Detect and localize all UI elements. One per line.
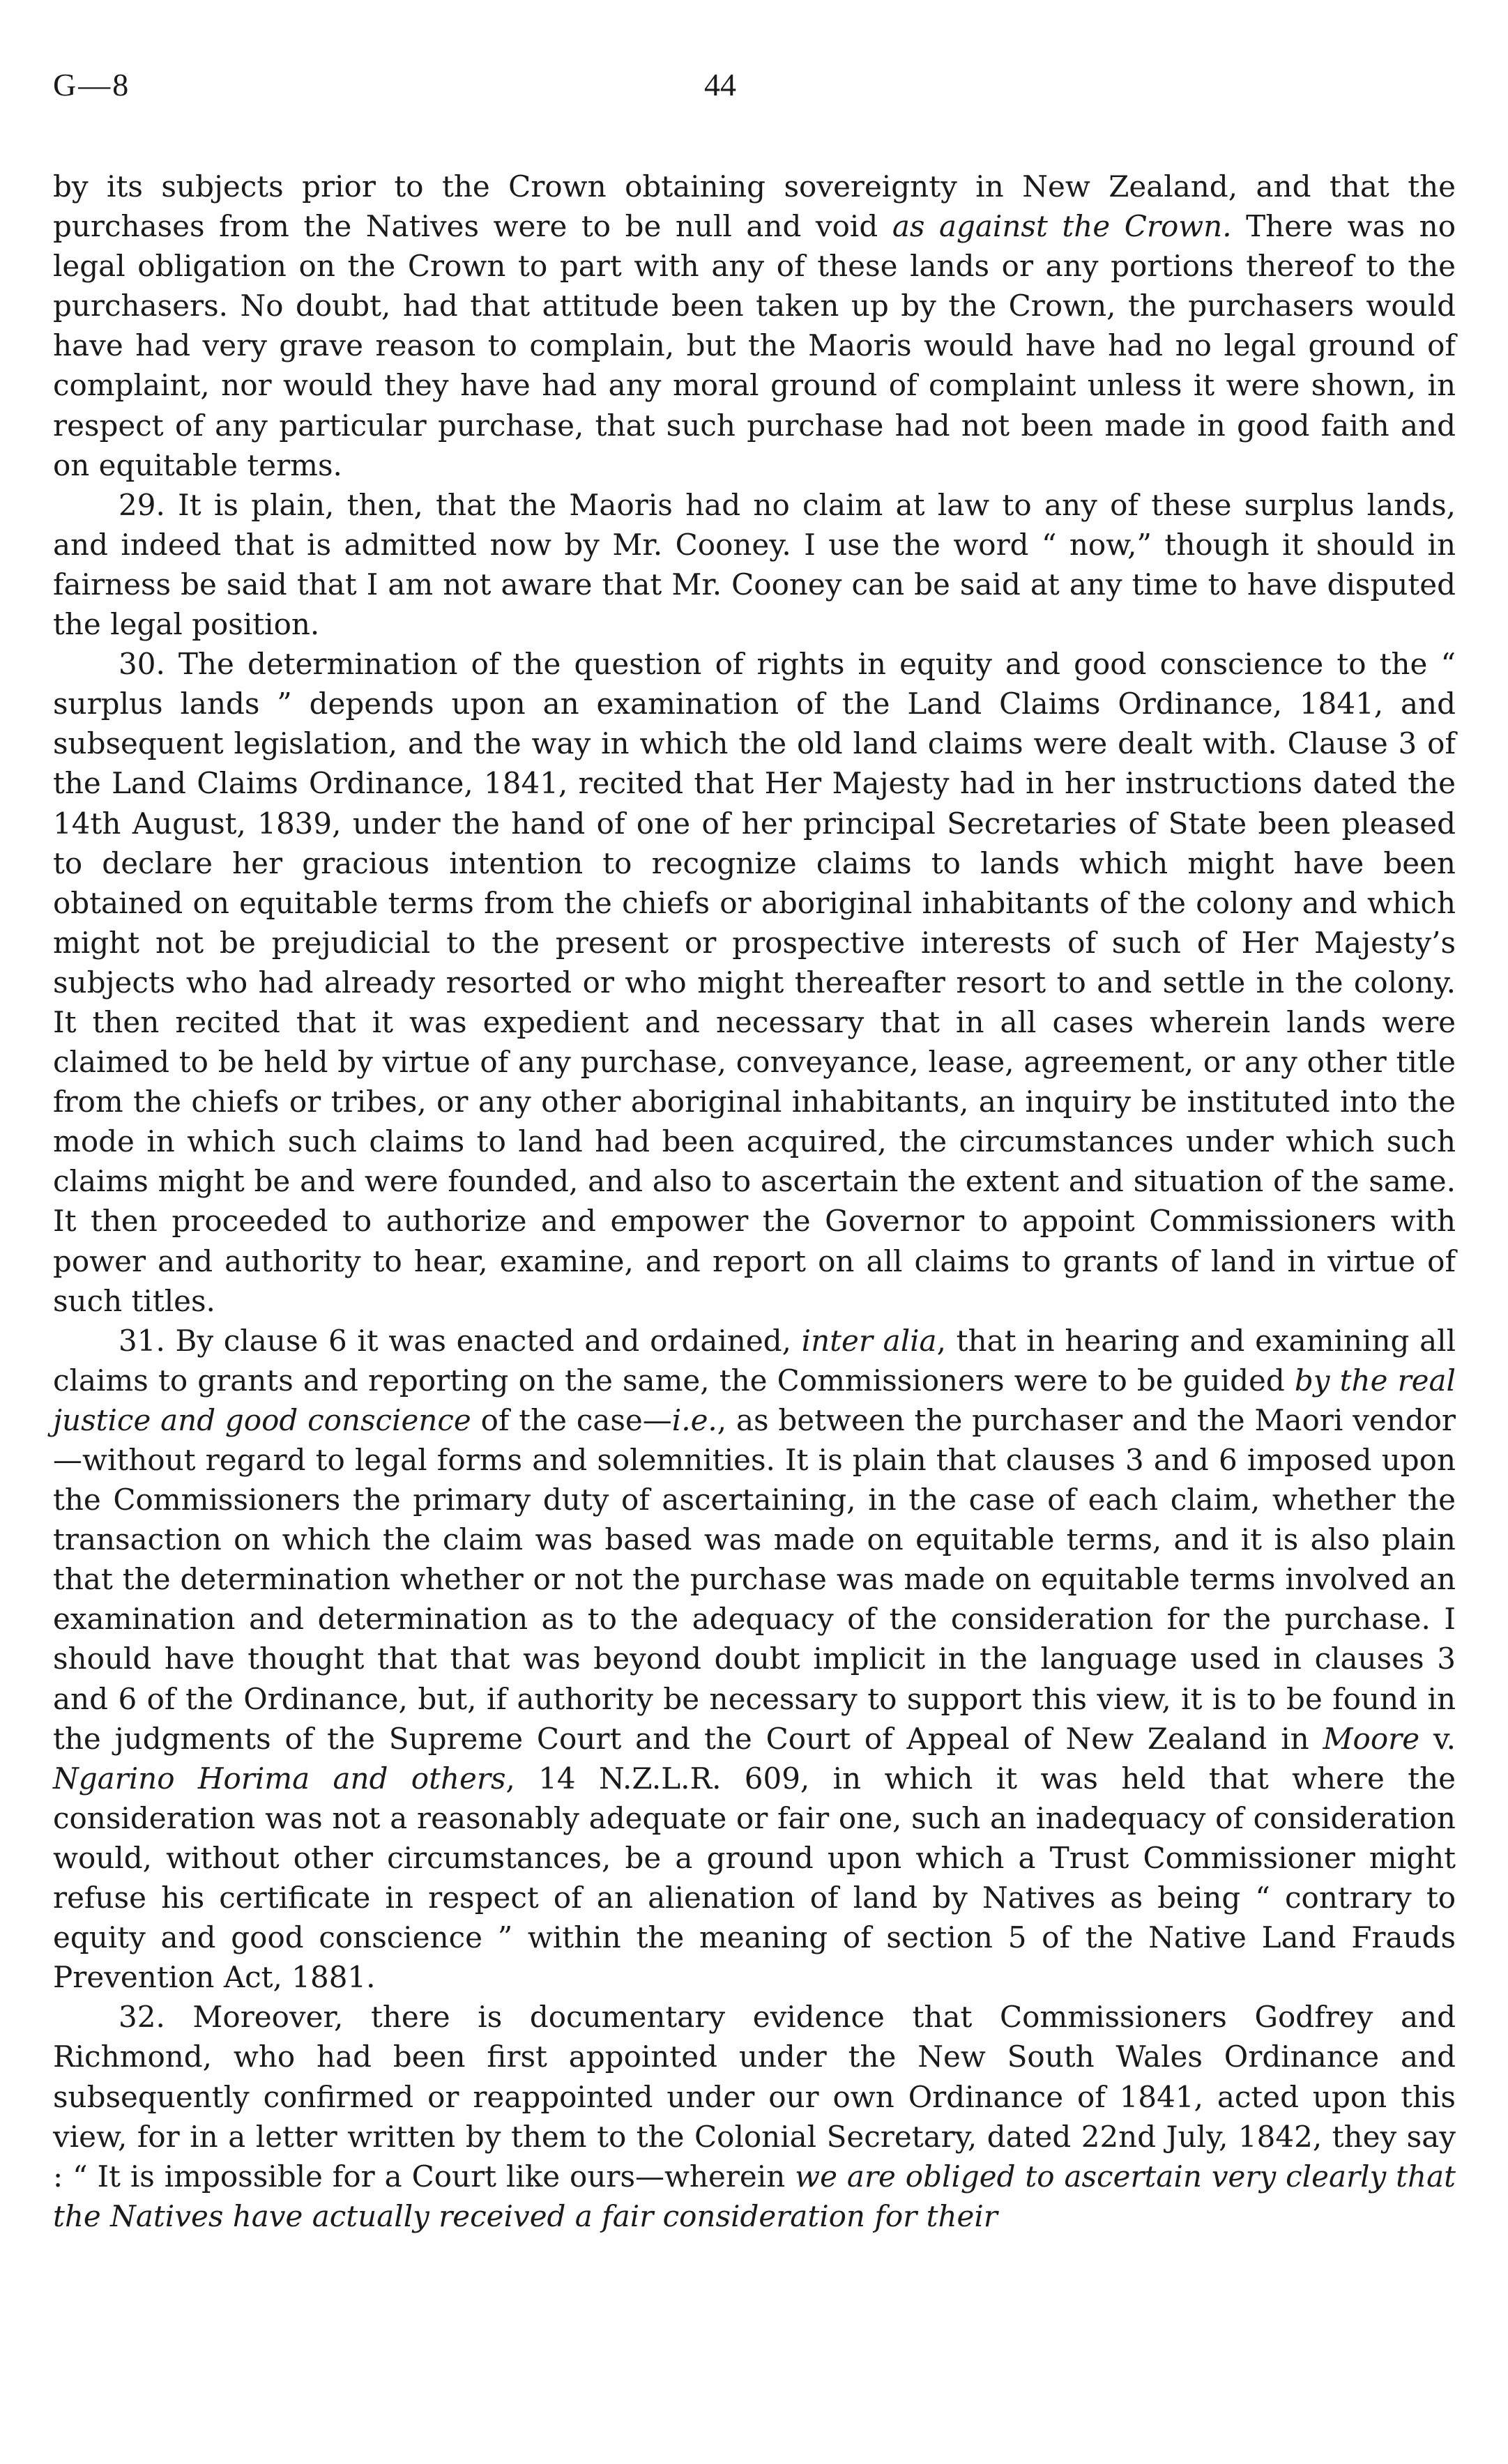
text-run: Moreover, there is documentary evidence that Commissioners Godfrey and Richmond, who had been first appointed under the New South Wales Ordinance and subsequently confirmed or reappointed under our own Ordinance of 1841, acted upon this view, for in a letter written by them to the Colonial Secretary, dated 22nd July, 1842, they say : “ It is impossible for a Court like ours—wherein (53, 2000, 1456, 2194)
text-run: There was no legal obligation on the Crown to part with any of these lands or any portions thereof to the purchasers. No doubt, had that attitude been taken up by the Crown, the purchasers would have had very grave reason to complain, but the Maoris would have had no legal ground of complaint, nor would they have had any moral ground of complaint unless it were shown, in respect of any particular purchase, that such purchase had not been made in good faith and on equitable terms. (53, 209, 1456, 482)
paragraph-number: 30. (119, 647, 178, 682)
paragraph-continuation (53, 167, 1456, 485)
text-run: by its subjects prior to the Crown obtaining sovereignty in New Zealand, and that the purchases from the Natives were to be null and void (53, 169, 1456, 244)
text-run: , 14 N.Z.L.R. 609, in which it was held that where the consideration was not a reasonably adequate or fair one, such an inadequacy of consideration would, without other circumstances, be a ground upon which a Trust Commissioner might refuse his certificate in respect of an alienation of land by Natives as being “ contrary to equity and good conscience ” within the meaning of section 5 of the Native Land Frauds Prevention Act, 1881. (53, 1761, 1456, 1995)
paragraph-number: 32. (119, 2000, 193, 2035)
document-reference: G—8 (53, 67, 131, 102)
document-page (53, 66, 1456, 2236)
text-run: , that in hearing and examining all claims to grants and reporting on the same, the Commissioners were to be guided (53, 1323, 1456, 1398)
text-run: The determination of the question of rights in equity and good conscience to the “ surplus lands ” depends upon an examination of the Land Claims Ordinance, 1841, and subsequent legislation, and the way in which the old land claims were dealt with. Clause 3 of the Land Claims Ordinance, 1841, recited that Her Majesty had in her instructions dated the 14th August, 1839, under the hand of one of her principal Secretaries of State been pleased to declare her gracious intention to recognize claims to lands which might have been obtained on equitable terms from the chiefs or aboriginal inhabitants of the colony and which might not be prejudicial to the present or prospective interests of such of Her Majesty’s subjects who had already resorted or who might thereafter resort to and settle in the colony. It then recited that it was expedient and necessary that in all cases wherein lands were claimed to be held by virtue of any purchase, conveyance, lease, agreement, or any other title from the chiefs or tribes, or any other aboriginal inhabitants, an inquiry be instituted into the mode in which such claims to land had been acquired, the circumstances under which such claims might be and were founded, and also to ascertain the extent and situation of the same. It then proceeded to authorize and empower the Governor to appoint Commissioners with power and authority to hear, examine, and report on all claims to grants of land in virtue of such titles. (53, 647, 1456, 1318)
paragraph-number: 29. (119, 487, 178, 522)
paragraph (53, 485, 1456, 644)
text-run: of the case— (471, 1402, 672, 1437)
text-run: , as between the purchaser and the Maori vendor—without regard to legal forms and solemnities. It is plain that clauses 3 and 6 imposed upon the Commissioners the primary duty of ascertaining, in the case of each claim, whether the transaction on which the claim was based was made on equitable terms, and it is also plain that the determination whether or not the purchase was made on equitable terms involved an examination and determination as to the adequacy of the consideration for the purchase. I should have thought that that was beyond doubt implicit in the language used in clauses 3 and 6 of the Ordinance, but, if authority be necessary to support this view, it is to be found in the judgments of the Supreme Court and the Court of Appeal of New Zealand in (53, 1402, 1456, 1756)
italic-text: by the real justice and good conscience (53, 1363, 1456, 1437)
italic-text: Ngarino Horima and others (53, 1761, 506, 1796)
page-number: 44 (704, 67, 736, 102)
paragraph (53, 1997, 1456, 2236)
paragraph-number: 31. (119, 1323, 176, 1358)
text-run: It is plain, then, that the Maoris had no claim at law to any of these surplus lands, and indeed that is admitted now by Mr. Cooney. I use the word “ now,” though it should in fairness be said that I am not aware that Mr. Cooney can be said at any time to have disputed the legal position. (53, 487, 1456, 642)
italic-text: we are obliged to ascertain very clearly that the Natives have actually received a fair consideration for their (53, 2159, 1456, 2233)
page-header (53, 66, 1456, 122)
text-run: v. (1419, 1721, 1456, 1756)
italic-text: inter alia (801, 1323, 937, 1358)
text-run: By clause 6 it was enacted and ordained, (175, 1323, 802, 1358)
body-text (53, 167, 1456, 2236)
paragraph (53, 1321, 1456, 1998)
paragraph (53, 644, 1456, 1321)
italic-text: Moore (1323, 1721, 1420, 1756)
italic-text: i.e. (671, 1402, 717, 1437)
italic-text: as against the Crown. (892, 209, 1232, 244)
